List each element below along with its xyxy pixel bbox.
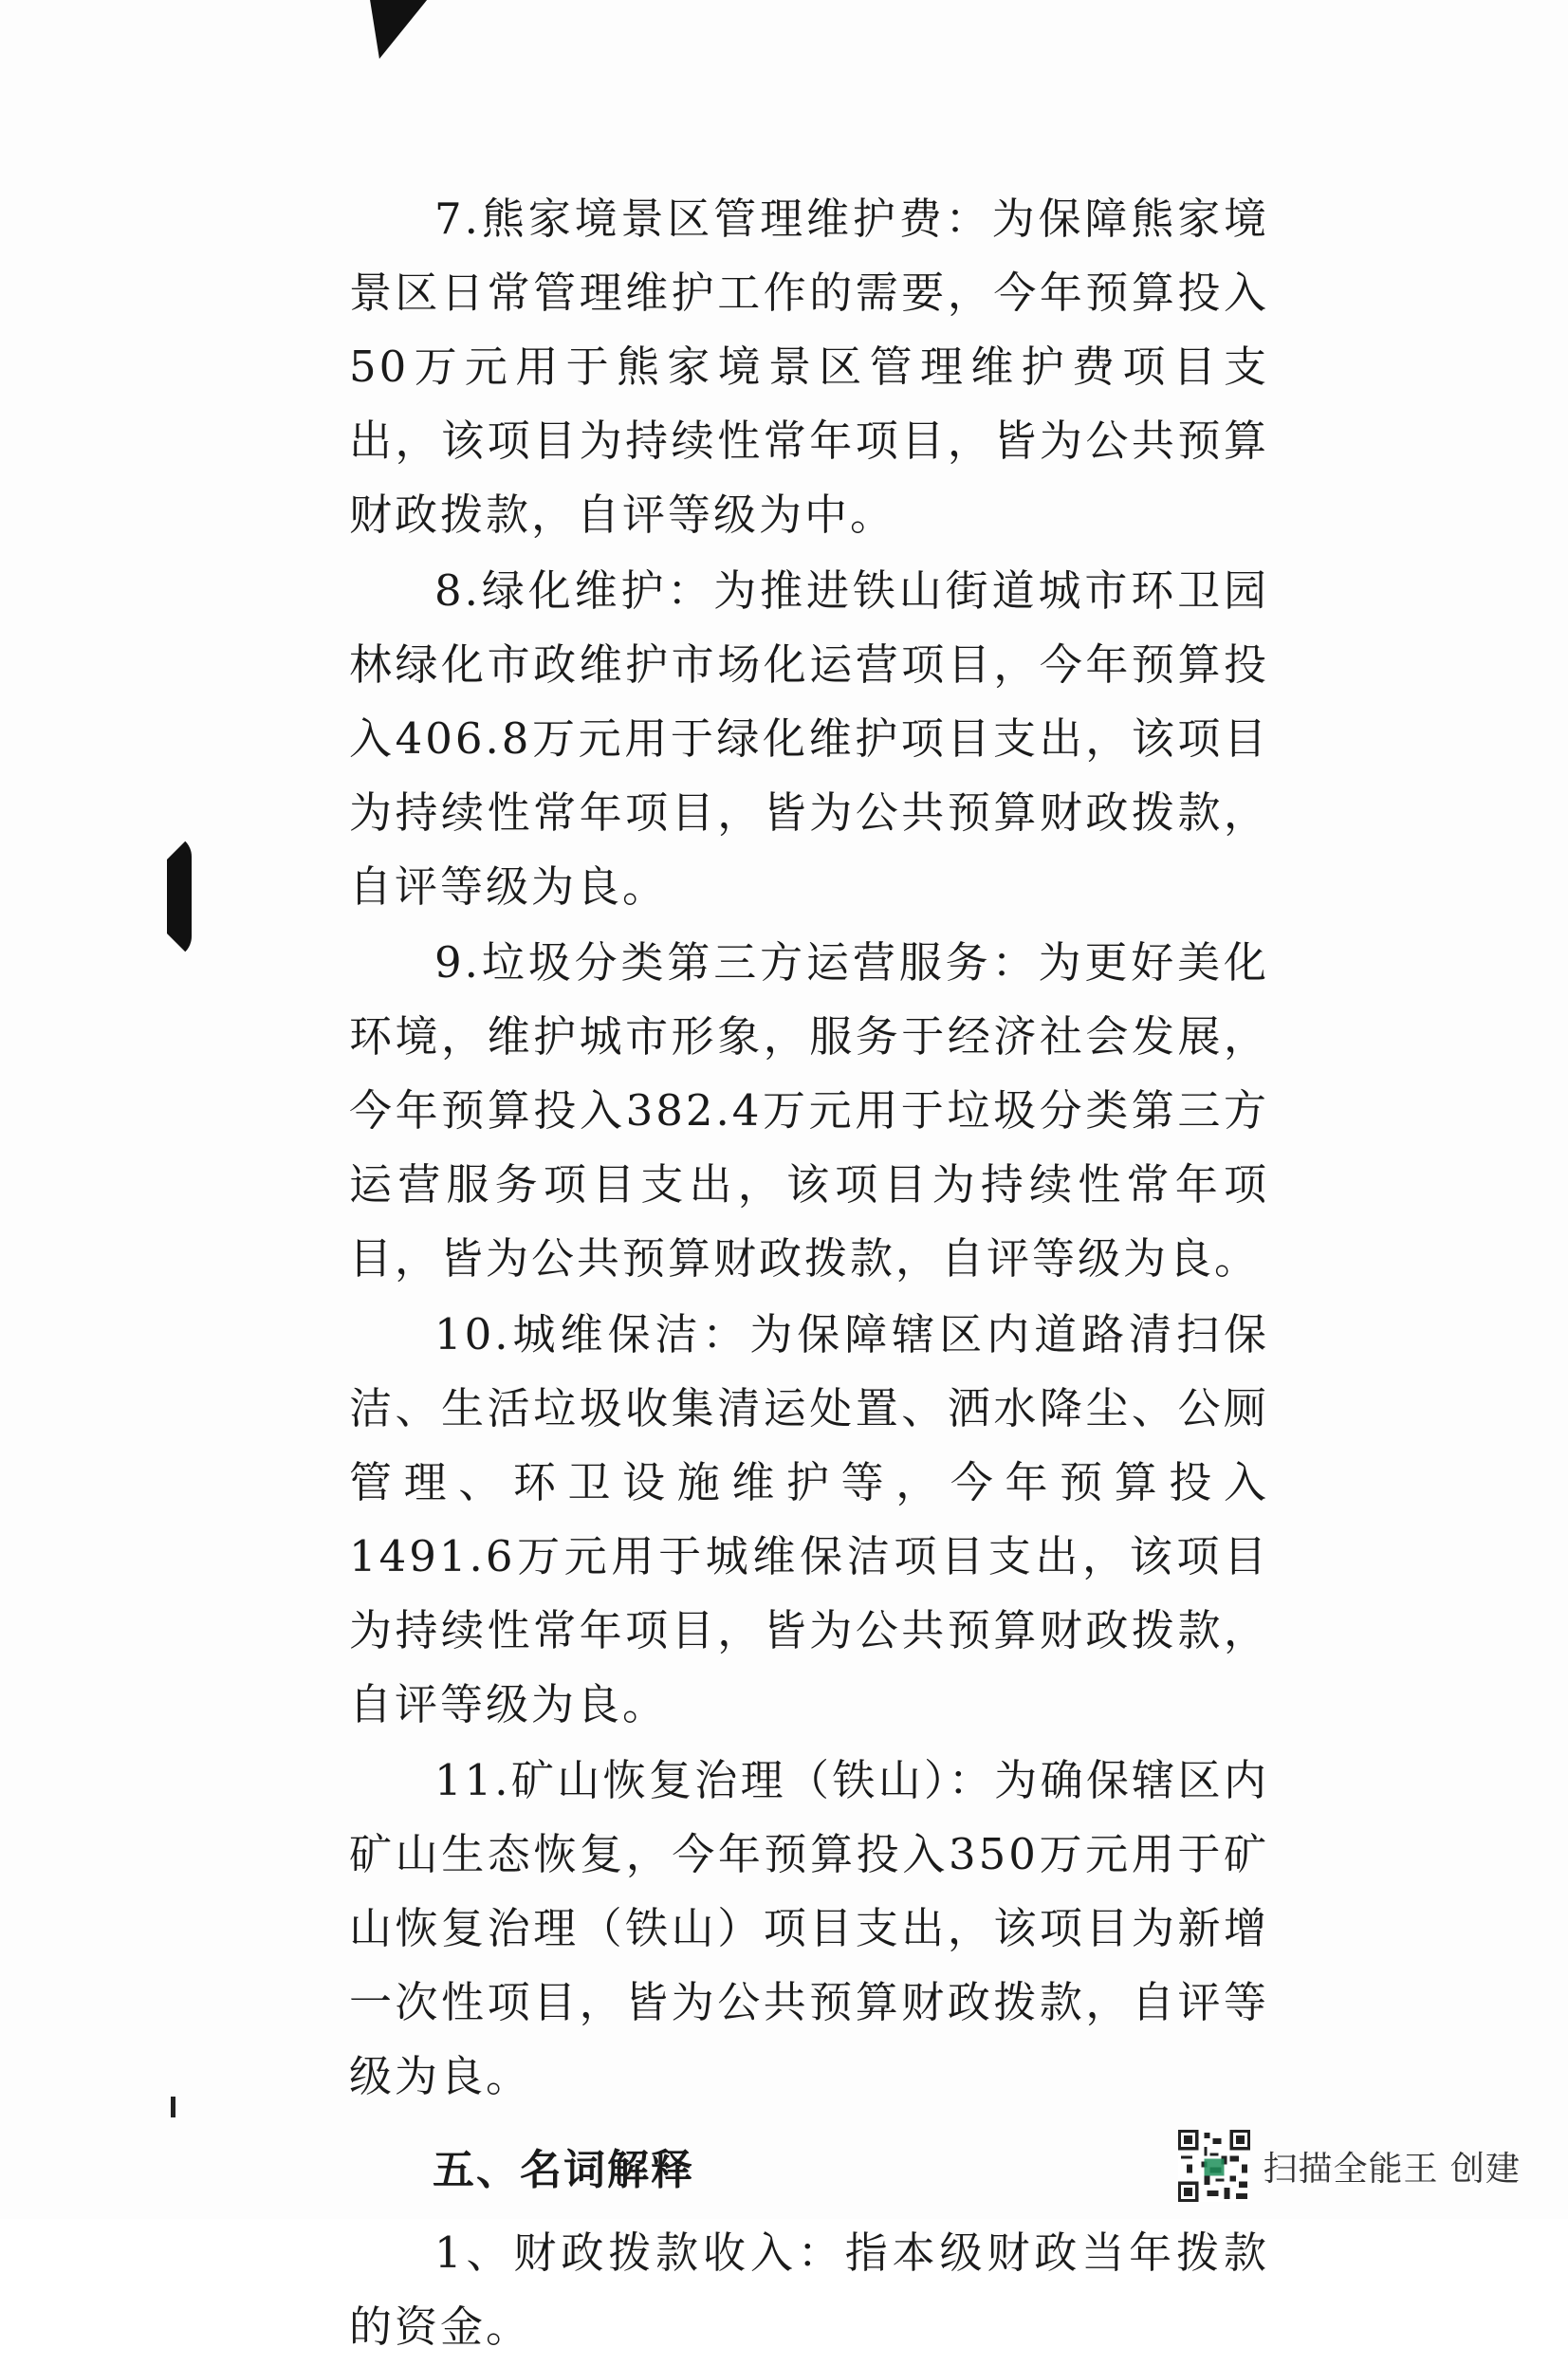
paragraph-item-9: 9.垃圾分类第三方运营服务：为更好美化环境，维护城市形象，服务于经济社会发展，今年预算投入382.4万元用于垃圾分类第三方运营服务项目支出，该项目为持续性常年项目，皆为公共预算财政拨款，自评等级为良。 [349,937,1269,1284]
paragraph-item-11: 11.矿山恢复治理（铁山）：为确保辖区内矿山生态恢复，今年预算投入350万元用于矿山恢复治理（铁山）项目支出，该项目为新增一次性项目，皆为公共预算财政拨款，自评等级为良。 [349,1755,1269,2101]
scan-corner-artifact [351,0,427,59]
paragraph-item-10: 10.城维保洁：为保障辖区内道路清扫保洁、生活垃圾收集清运处置、洒水降尘、公厕管理、环卫设施维护等，今年预算投入1491.6万元用于城维保洁项目支出，该项目为持续性常年项目，皆为公共预算财政拨款，自评等级为良。 [349,1309,1269,1729]
watermark-text: 扫描全能王 创建 [1263,2149,1521,2189]
paragraph-item-8: 8.绿化维护：为推进铁山街道城市环卫园林绿化市政维护市场化运营项目，今年预算投入406.8万元用于绿化维护项目支出，该项目为持续性常年项目，皆为公共预算财政拨款，自评等级为良。 [349,565,1269,912]
paragraph-item-7: 7.熊家境景区管理维护费：为保障熊家境景区日常管理维护工作的需要，今年预算投入50万元用于熊家境景区管理维护费项目支出，该项目为持续性常年项目，皆为公共预算财政拨款，自评等级为中。 [349,194,1269,540]
qr-code-icon [1178,2130,1250,2202]
definition-item: 1、财政拨款收入：指本级财政当年拨款的资金。 [349,2227,1269,2352]
document-body [349,182,1269,2366]
scan-edge-tick [171,2097,175,2117]
scanner-watermark [1178,2130,1521,2202]
section-heading: 五、名词解释 [433,2146,694,2194]
scan-edge-artifact [167,835,192,958]
